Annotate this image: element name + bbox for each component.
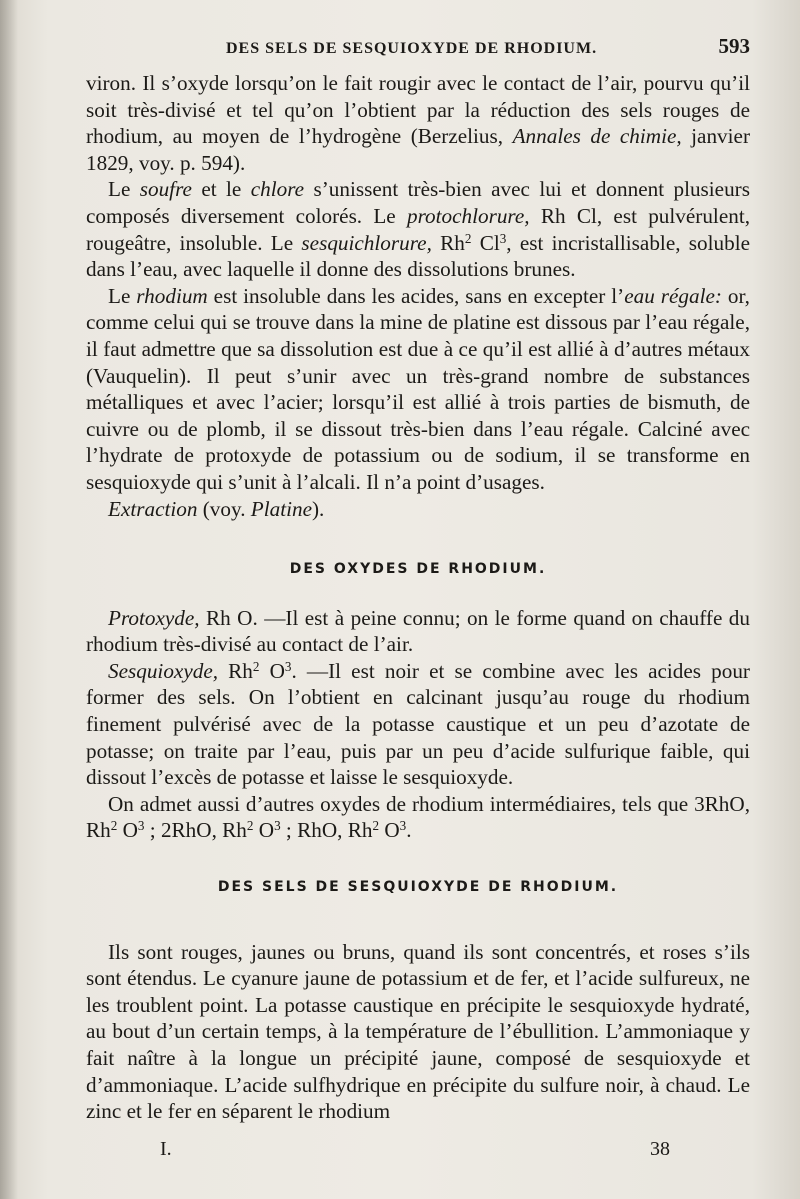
folio-number: 38 [650,1138,670,1160]
paragraph-extraction: Extraction (voy. Platine). [108,496,325,521]
paragraph-autres-oxydes: On admet aussi d’autres oxydes de rhodium intermédiaires, tels que 3RhO, Rh$^2$ $O^3$ ; 2RhO, Rh$^2$ $O^3$ ; RhO, Rh$^2$ $O^3$. [86,791,750,843]
body-text [86,70,750,1125]
page-footer [160,1138,670,1168]
section-heading-oxydes: DES OXYDES DE RHODIUM. [289,561,547,578]
paragraph-sesquioxyde: Sesquioxyde, Rh$^2$ $O^3$. —Il est noir et se combine avec les acides pour former des sels. On l’obtient en calcinant jusqu’au rouge du rhodium finement pulvérisé avec de la potasse caustique et un peu d’azotate de potasse; on traite par l’eau, puis par un peu d’acide sulfurique faible, qui dissout l’excès de potasse et laisse le sesquioxyde. [86,658,750,790]
paragraph-protoxyde: Protoxyde, Rh O. —Il est à peine connu; on le forme quand on chauffe du rhodium très-divisé au contact de l’air. [86,605,750,657]
page-number: 593 [718,34,750,58]
paragraph-soufre-chlore: Le soufre et le chlore s’unissent très-bien avec lui et donnent plusieurs composés diversement colorés. Le protochlorure, Rh Cl, est pulvérulent, rougeâtre, insoluble. Le sesquichlorure, Rh$^2$ Cl$^3$, est incristallisable, soluble dans l’eau, avec laquelle il donne des dissolutions brunes. [86,177,750,282]
page-header [86,34,750,64]
paragraph-rhodium: Le rhodium est insoluble dans les acides, sans en excepter l’eau régale: or, comme celui qui se trouve dans la mine de platine est dissous par l’eau régale, il faut admettre que sa dissolution est due à ce qu’il est allié à d’autres métaux (Vauquelin). Il peut s’unir avec un très-grand nombre de substances métalliques et avec l’acier; lorsqu’il est allié à trois parties de bismuth, de cuivre ou de plomb, il se dissout très-bien dans l’eau régale. Calciné avec l’hydrate de protoxyde de potassium ou de sodium, il se transforme en sesquioxyde qui s’unit à l’alcali. Il n’a point d’usages. [86,283,750,494]
running-title: DES SELS DE SESQUIOXYDE DE RHODIUM. [226,40,598,57]
paragraph-sels: Ils sont rouges, jaunes ou bruns, quand ils sont concentrés, et roses s’ils sont étendus. Le cyanure jaune de potassium et de fer, et l’acide sulfureux, ne les troublent point. La potasse caustique en précipite le sesquioxyde hydraté, au bout d’un certain temps, à la température de l’ébullition. L’ammoniaque y fait naître à la longue un précipité jaune, composé de sesquioxyde et d’ammoniaque. L’acide sulfhydrique en précipite du sulfure noir, à chaud. Le zinc et le fer en séparent le rhodium [86,939,750,1124]
signature-mark: I. [160,1138,172,1160]
section-heading-sels: DES SELS DE SESQUIOXYDE DE RHODIUM. [217,879,619,896]
paragraph-continued: viron. Il s’oxyde lorsqu’on le fait rougir avec le contact de l’air, pourvu qu’il soit très-divisé et tel qu’on l’obtient par la réduction des sels rouges de rhodium, au moyen de l’hydrogène (Berzelius, Annales de chimie, janvier 1829, voy. p. 594). [86,71,750,175]
